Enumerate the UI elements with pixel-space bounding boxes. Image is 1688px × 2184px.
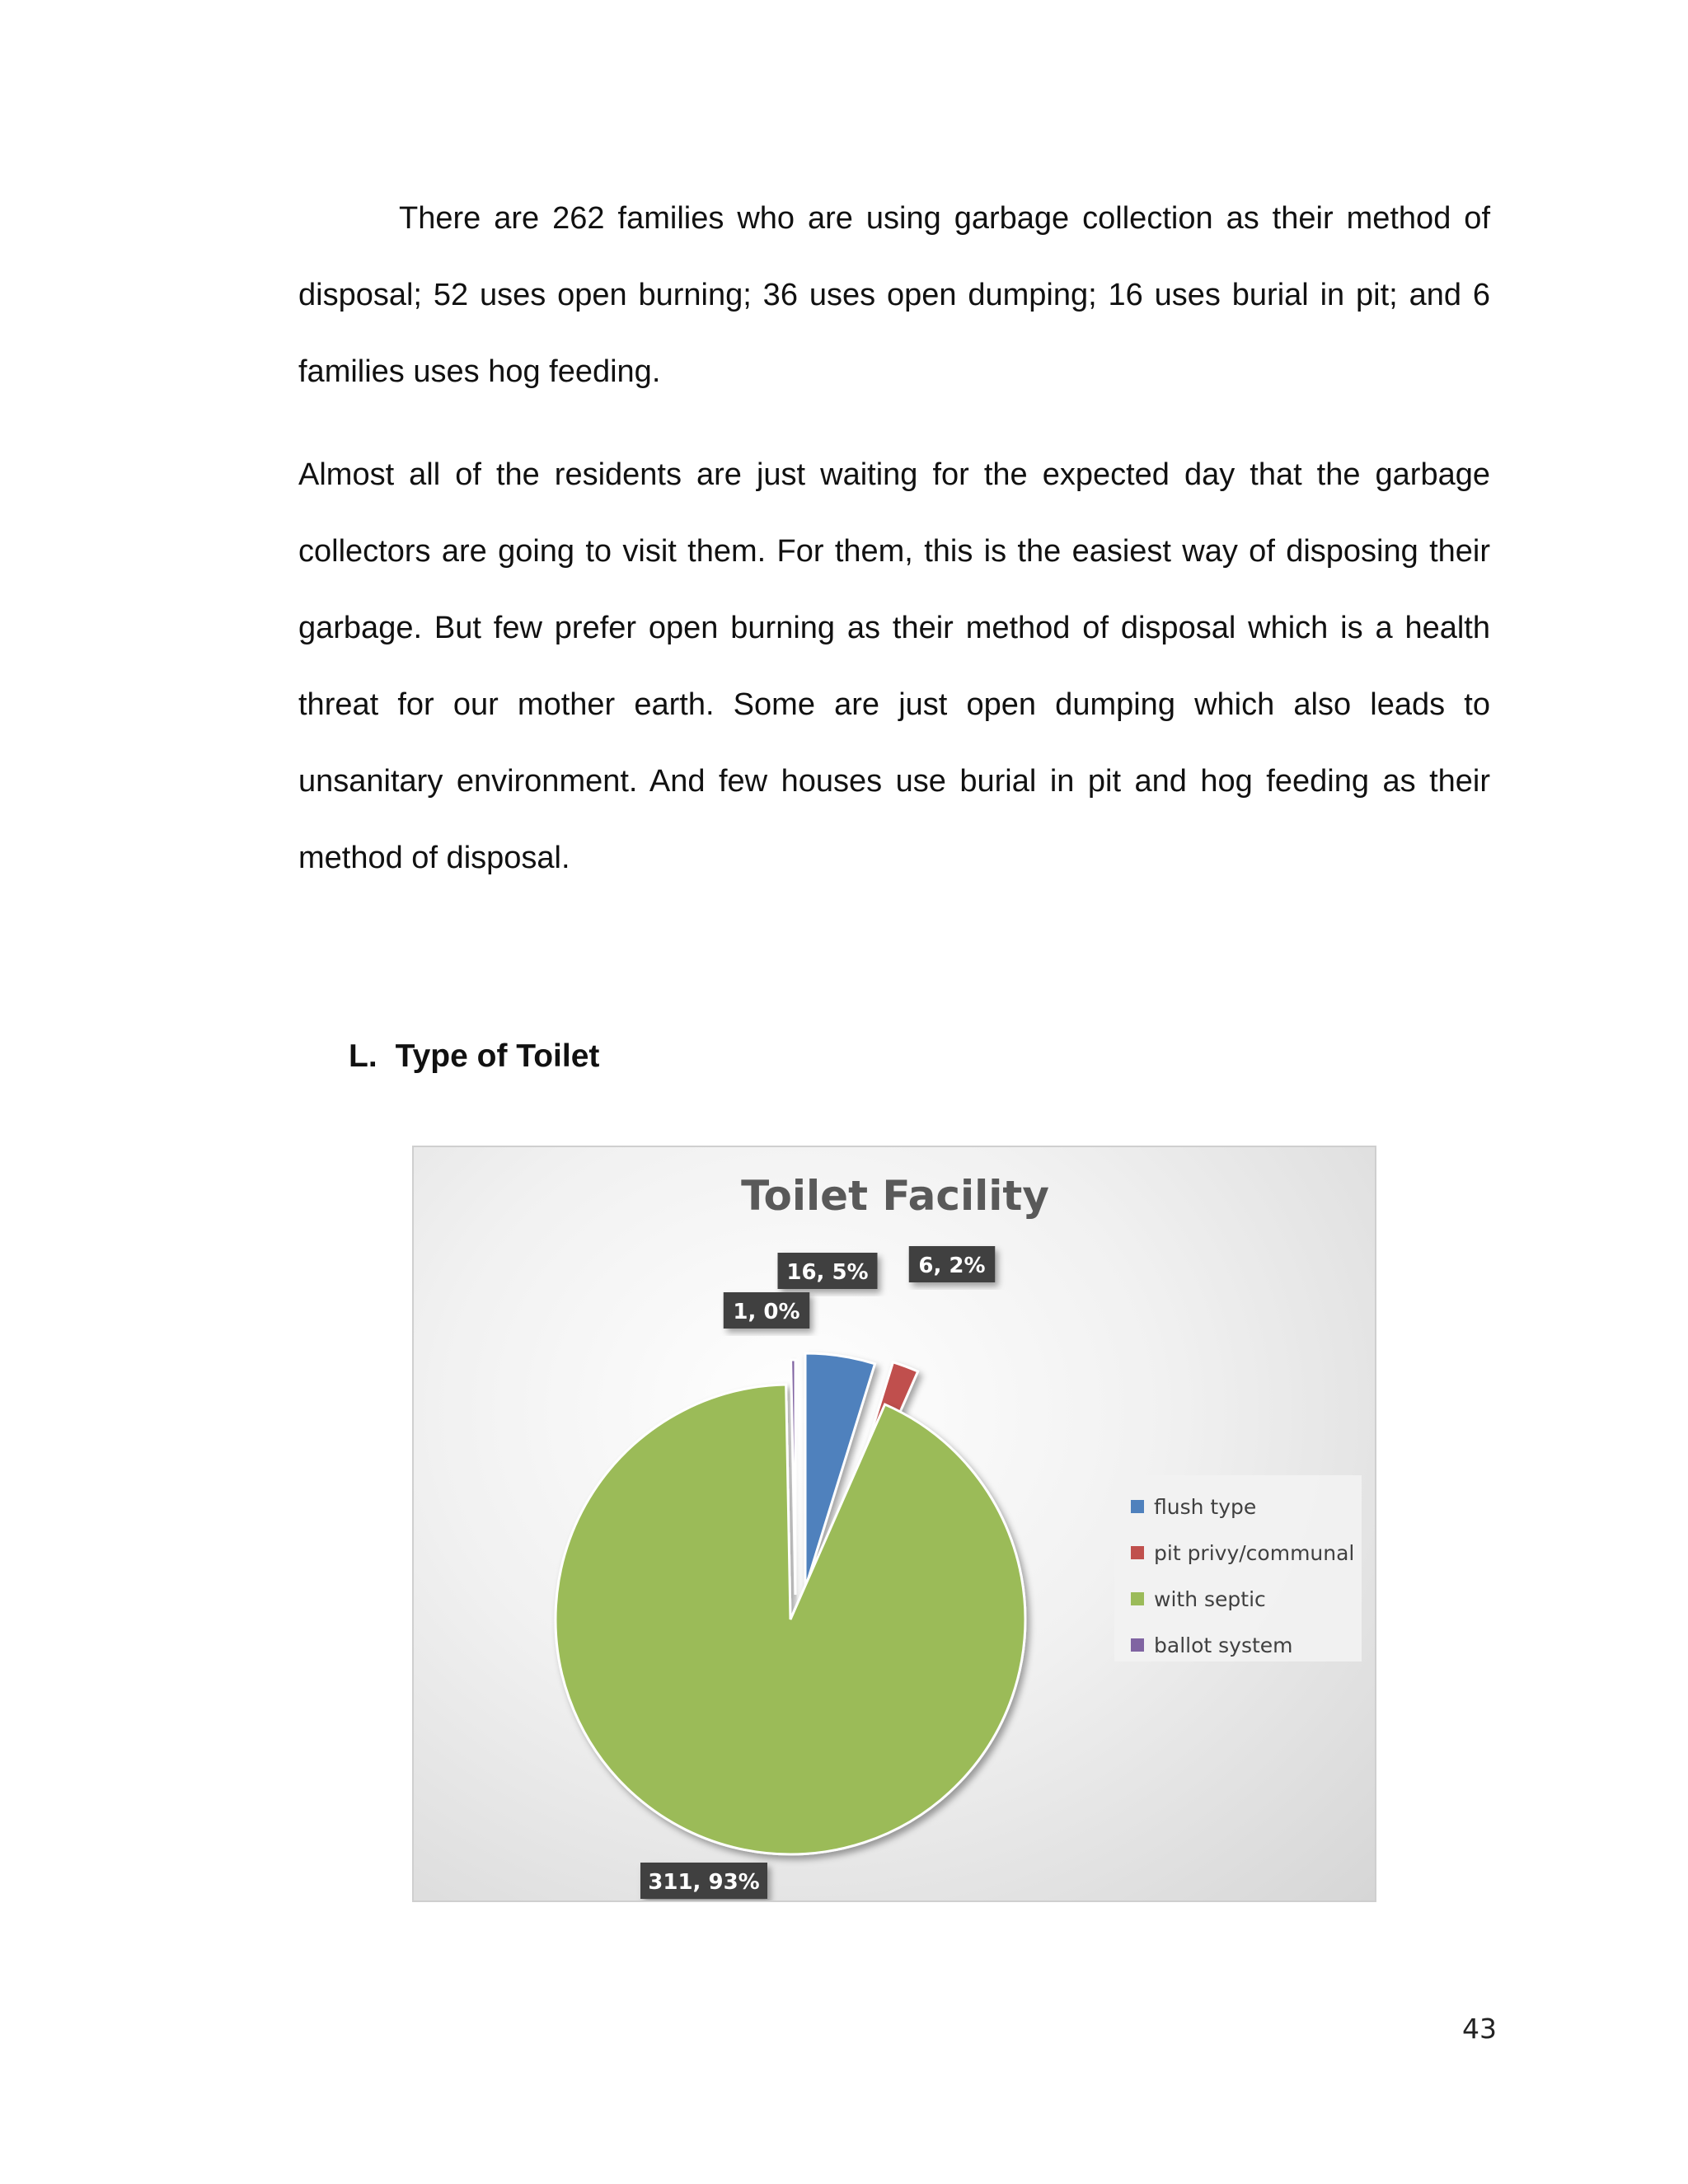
data-label-ballot-system [724,1292,810,1329]
data-label-text: 1, 0% [733,1300,800,1324]
legend-item [1131,1530,1362,1576]
chart-legend [1114,1475,1362,1661]
legend-swatch [1131,1638,1144,1652]
data-label-text: 311, 93% [648,1870,760,1895]
data-label-pit-privy-communal [909,1246,996,1282]
pie-slice-with-septic [556,1385,1025,1854]
legend-item [1131,1622,1362,1668]
data-label-with-septic [640,1863,767,1899]
legend-swatch [1131,1592,1144,1605]
legend-label: with septic [1154,1586,1266,1611]
page-number: 43 [1462,2013,1497,2045]
section-heading [349,1038,599,1075]
toilet-facility-chart [412,1146,1376,1902]
paragraph-garbage-disposal-counts: There are 262 families who are using garbage collection as their method of disposal; 52 uses open burning; 36 uses open dumping; 16 uses burial in pit; and 6 families uses hog feeding. [298,201,1490,389]
legend-label: pit privy/communal [1154,1540,1355,1565]
legend-item [1131,1576,1362,1622]
legend-swatch [1131,1500,1144,1513]
legend-swatch [1131,1546,1144,1559]
legend-label: flush type [1154,1494,1257,1519]
legend-label: ballot system [1154,1633,1293,1657]
section-letter: L. [349,1038,377,1074]
pie-slice-ballot-system [791,1360,795,1595]
legend-item [1131,1483,1362,1530]
chart-title: Toilet Facility [741,1172,1049,1220]
paragraph-garbage-disposal-discussion: Almost all of the residents are just waiting for the expected day that the garbage collectors are going to visit them. For them, this is the easiest way of disposing their garbage. But few prefer open burning as their method of disposal which is a health threat for our mother earth. Some are just open dumping which also leads to unsanitary environment. And few houses use burial in pit and hog feeding as their method of disposal. [298,457,1490,875]
data-label-flush-type [778,1253,878,1289]
data-label-text: 16, 5% [786,1260,869,1285]
section-title: Type of Toilet [395,1038,600,1074]
data-label-text: 6, 2% [918,1254,986,1278]
